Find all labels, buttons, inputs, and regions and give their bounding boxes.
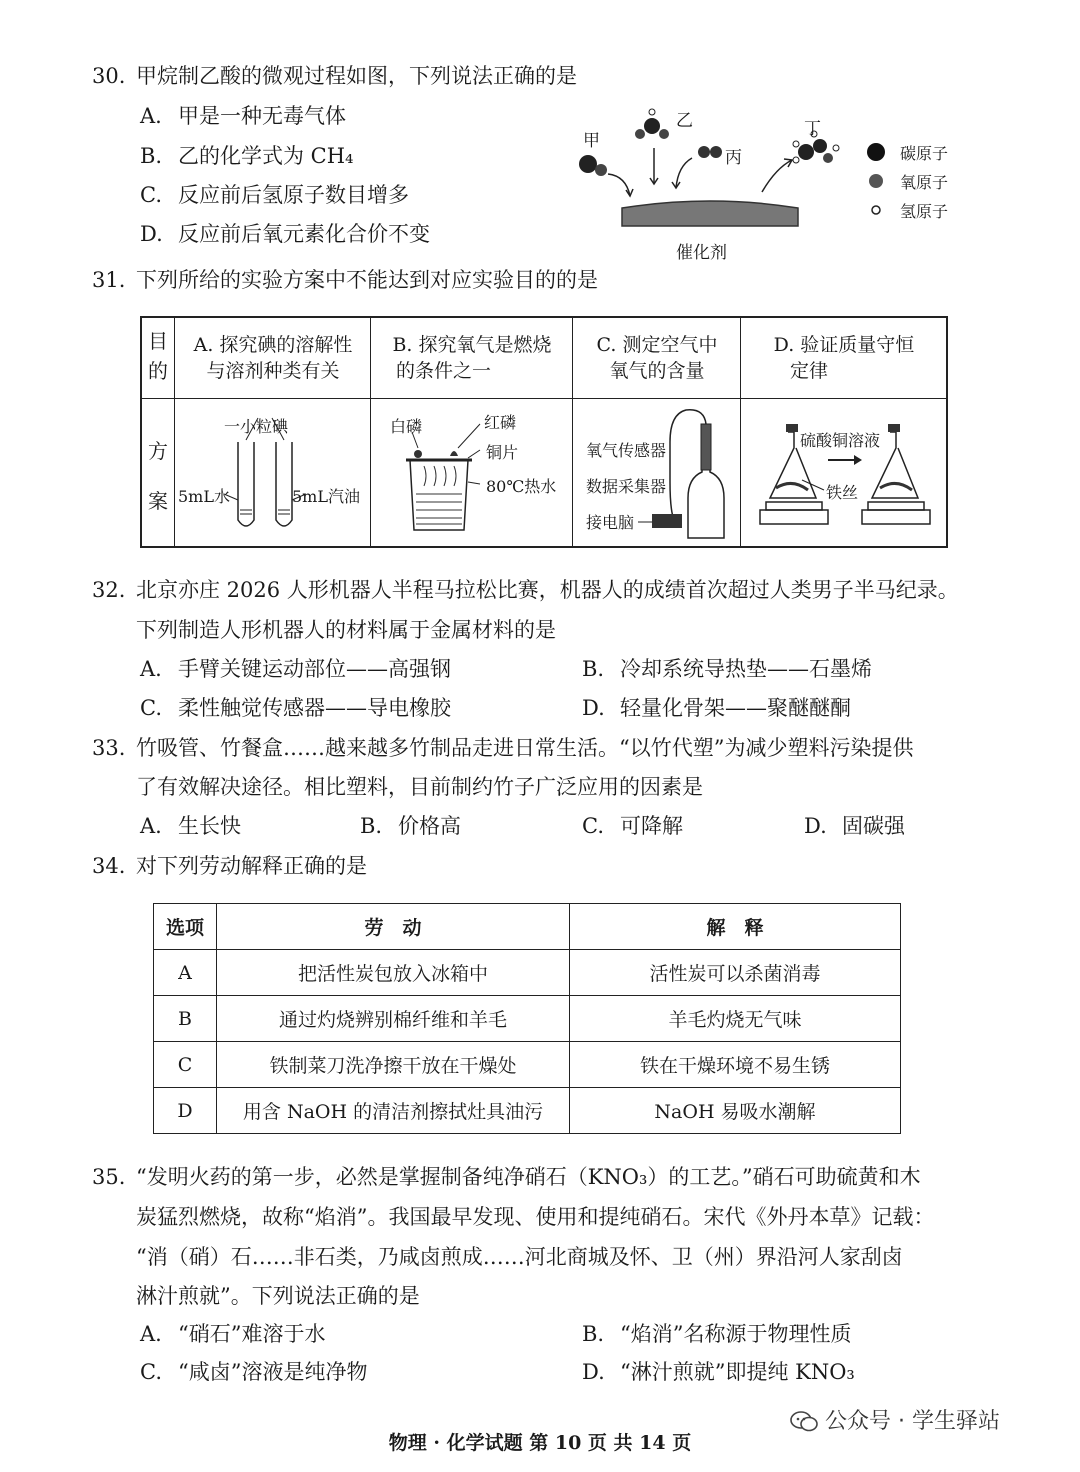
q31-b-red-p: 红磷: [484, 413, 517, 432]
q30-legend-oxygen: 氧原子: [900, 173, 949, 192]
q31-table: [140, 316, 948, 548]
q33-option-c: C. 可降解: [582, 814, 683, 838]
q33-stem: 33. 竹吸管、竹餐盒……越来越多竹制品走进日常生活。“以竹代塑”为减少塑料污染提供: [92, 736, 914, 760]
q32-stem: 32. 北京亦庄 2026 人形机器人半程马拉松比赛，机器人的成绩首次超过人类男子半马纪录。: [92, 578, 959, 602]
q30-label-yi: 乙: [676, 111, 693, 131]
q31-a-gasoline-label: 5mL汽油: [292, 487, 360, 506]
q35-option-d: D. “淋汁煎就”即提纯 KNO₃: [582, 1360, 855, 1384]
q32-option-c: C. 柔性触觉传感器——导电橡胶: [140, 696, 451, 720]
q31-d-balance: [742, 402, 946, 546]
q31-a-water-label: 5mL水: [178, 487, 230, 506]
q30-catalyst-label: 催化剂: [676, 243, 727, 263]
q33-stem-cont: 了有效解决途径。相比塑料，目前制约竹子广泛应用的因素是: [136, 775, 703, 799]
q32-option-b: B. 冷却系统导热垫——石墨烯: [582, 657, 872, 681]
q35-line-3: “消（硝）石……非石类，乃咸卤煎成……河北商城及怀、卫（州）界沿河人家刮卤: [136, 1245, 903, 1269]
q31-head-a: A. 探究碘的溶解性 与溶剂种类有关: [193, 334, 353, 382]
table-row: C 铁制菜刀洗净擦干放在干燥处 铁在干燥环境不易生锈: [154, 1042, 901, 1088]
table-row: B 通过灼烧辨别棉纤维和羊毛 羊毛灼烧无气味: [154, 996, 901, 1042]
q30-option-c: C. 反应前后氢原子数目增多: [140, 183, 409, 207]
q31-d-cuso4: 硫酸铜溶液: [800, 431, 881, 450]
q30-legend-carbon: 碳原子: [900, 144, 949, 163]
q31-head-d: D. 验证质量守恒 定律: [773, 334, 915, 382]
q31-b-hot-water: 80℃热水: [486, 477, 557, 496]
q30-option-b: B. 乙的化学式为 CH₄: [140, 144, 354, 168]
q31-b-white-p: 白磷: [390, 417, 423, 436]
q31-c-computer: 接电脑: [586, 513, 635, 532]
q32-stem-cont: 下列制造人形机器人的材料属于金属材料的是: [136, 618, 556, 642]
q31-row-purpose: 目 的: [148, 329, 168, 383]
q33-option-a: A. 生长快: [140, 814, 241, 838]
q31-stem: 31. 下列所给的实验方案中不能达到对应实验目的的是: [92, 268, 598, 292]
q31-c-data-collector: 数据采集器: [586, 477, 667, 496]
q30-option-d: D. 反应前后氧元素化合价不变: [140, 222, 430, 246]
q34-table: [153, 903, 901, 1134]
q30-stem: 30. 甲烷制乙酸的微观过程如图，下列说法正确的是: [92, 64, 577, 88]
q30-label-ding: 丁: [804, 119, 821, 139]
q34-header-row: [154, 904, 901, 950]
q35-stem: 35. “发明火药的第一步，必然是掌握制备纯净硝石（KNO₃）的工艺。”硝石可助硫黄和木: [92, 1165, 921, 1189]
q32-option-d: D. 轻量化骨架——聚醚醚酮: [582, 696, 851, 720]
page-footer: 物理 · 化学试题 第 10 页 共 14 页: [388, 1432, 692, 1454]
q34-header-labor: 劳 动: [217, 904, 570, 950]
q31-d-iron-wire: 铁丝: [826, 483, 859, 502]
q31-row-plan: 方 案: [148, 439, 168, 513]
table-row: D 用含 NaOH 的清洁剂擦拭灶具油污 NaOH 易吸水潮解: [154, 1088, 901, 1134]
q31-head-c: C. 测定空气中 氧气的含量: [596, 334, 718, 382]
q30-label-jia: 甲: [583, 131, 600, 151]
q34-header-explain: 解 释: [570, 904, 901, 950]
q31-b-copper: 铜片: [486, 443, 519, 462]
q31-head-b: B. 探究氧气是燃烧 的条件之一: [392, 334, 552, 382]
q35-line-4: 淋汁煎就”。下列说法正确的是: [136, 1284, 420, 1308]
q31-a-iodine-label: 一小粒碘: [224, 417, 289, 436]
q35-option-c: C. “咸卤”溶液是纯净物: [140, 1360, 368, 1384]
q34-stem: 34. 对下列劳动解释正确的是: [92, 854, 367, 878]
table-row: A 把活性炭包放入冰箱中 活性炭可以杀菌消毒: [154, 950, 901, 996]
watermark-text: 公众号 · 学生驿站: [825, 1409, 1000, 1434]
q34-header-option: 选项: [154, 904, 217, 950]
q33-option-d: D. 固碳强: [804, 814, 905, 838]
q33-option-b: B. 价格高: [360, 814, 461, 838]
q30-number: 30.: [92, 64, 126, 88]
q32-option-a: A. 手臂关键运动部位——高强钢: [140, 657, 451, 681]
q30-legend-hydrogen: 氢原子: [900, 202, 949, 221]
q30-option-a: A. 甲是一种无毒气体: [140, 104, 346, 128]
q35-option-b: B. “焰消”名称源于物理性质: [582, 1322, 852, 1346]
q35-option-a: A. “硝石”难溶于水: [140, 1322, 326, 1346]
q31-c-o2-sensor: 氧气传感器: [586, 441, 667, 460]
q35-line-2: 炭猛烈燃烧，故称“焰消”。我国最早发现、使用和提纯硝石。宋代《外丹本草》记载：: [136, 1205, 935, 1229]
q30-label-bing: 丙: [725, 148, 742, 168]
